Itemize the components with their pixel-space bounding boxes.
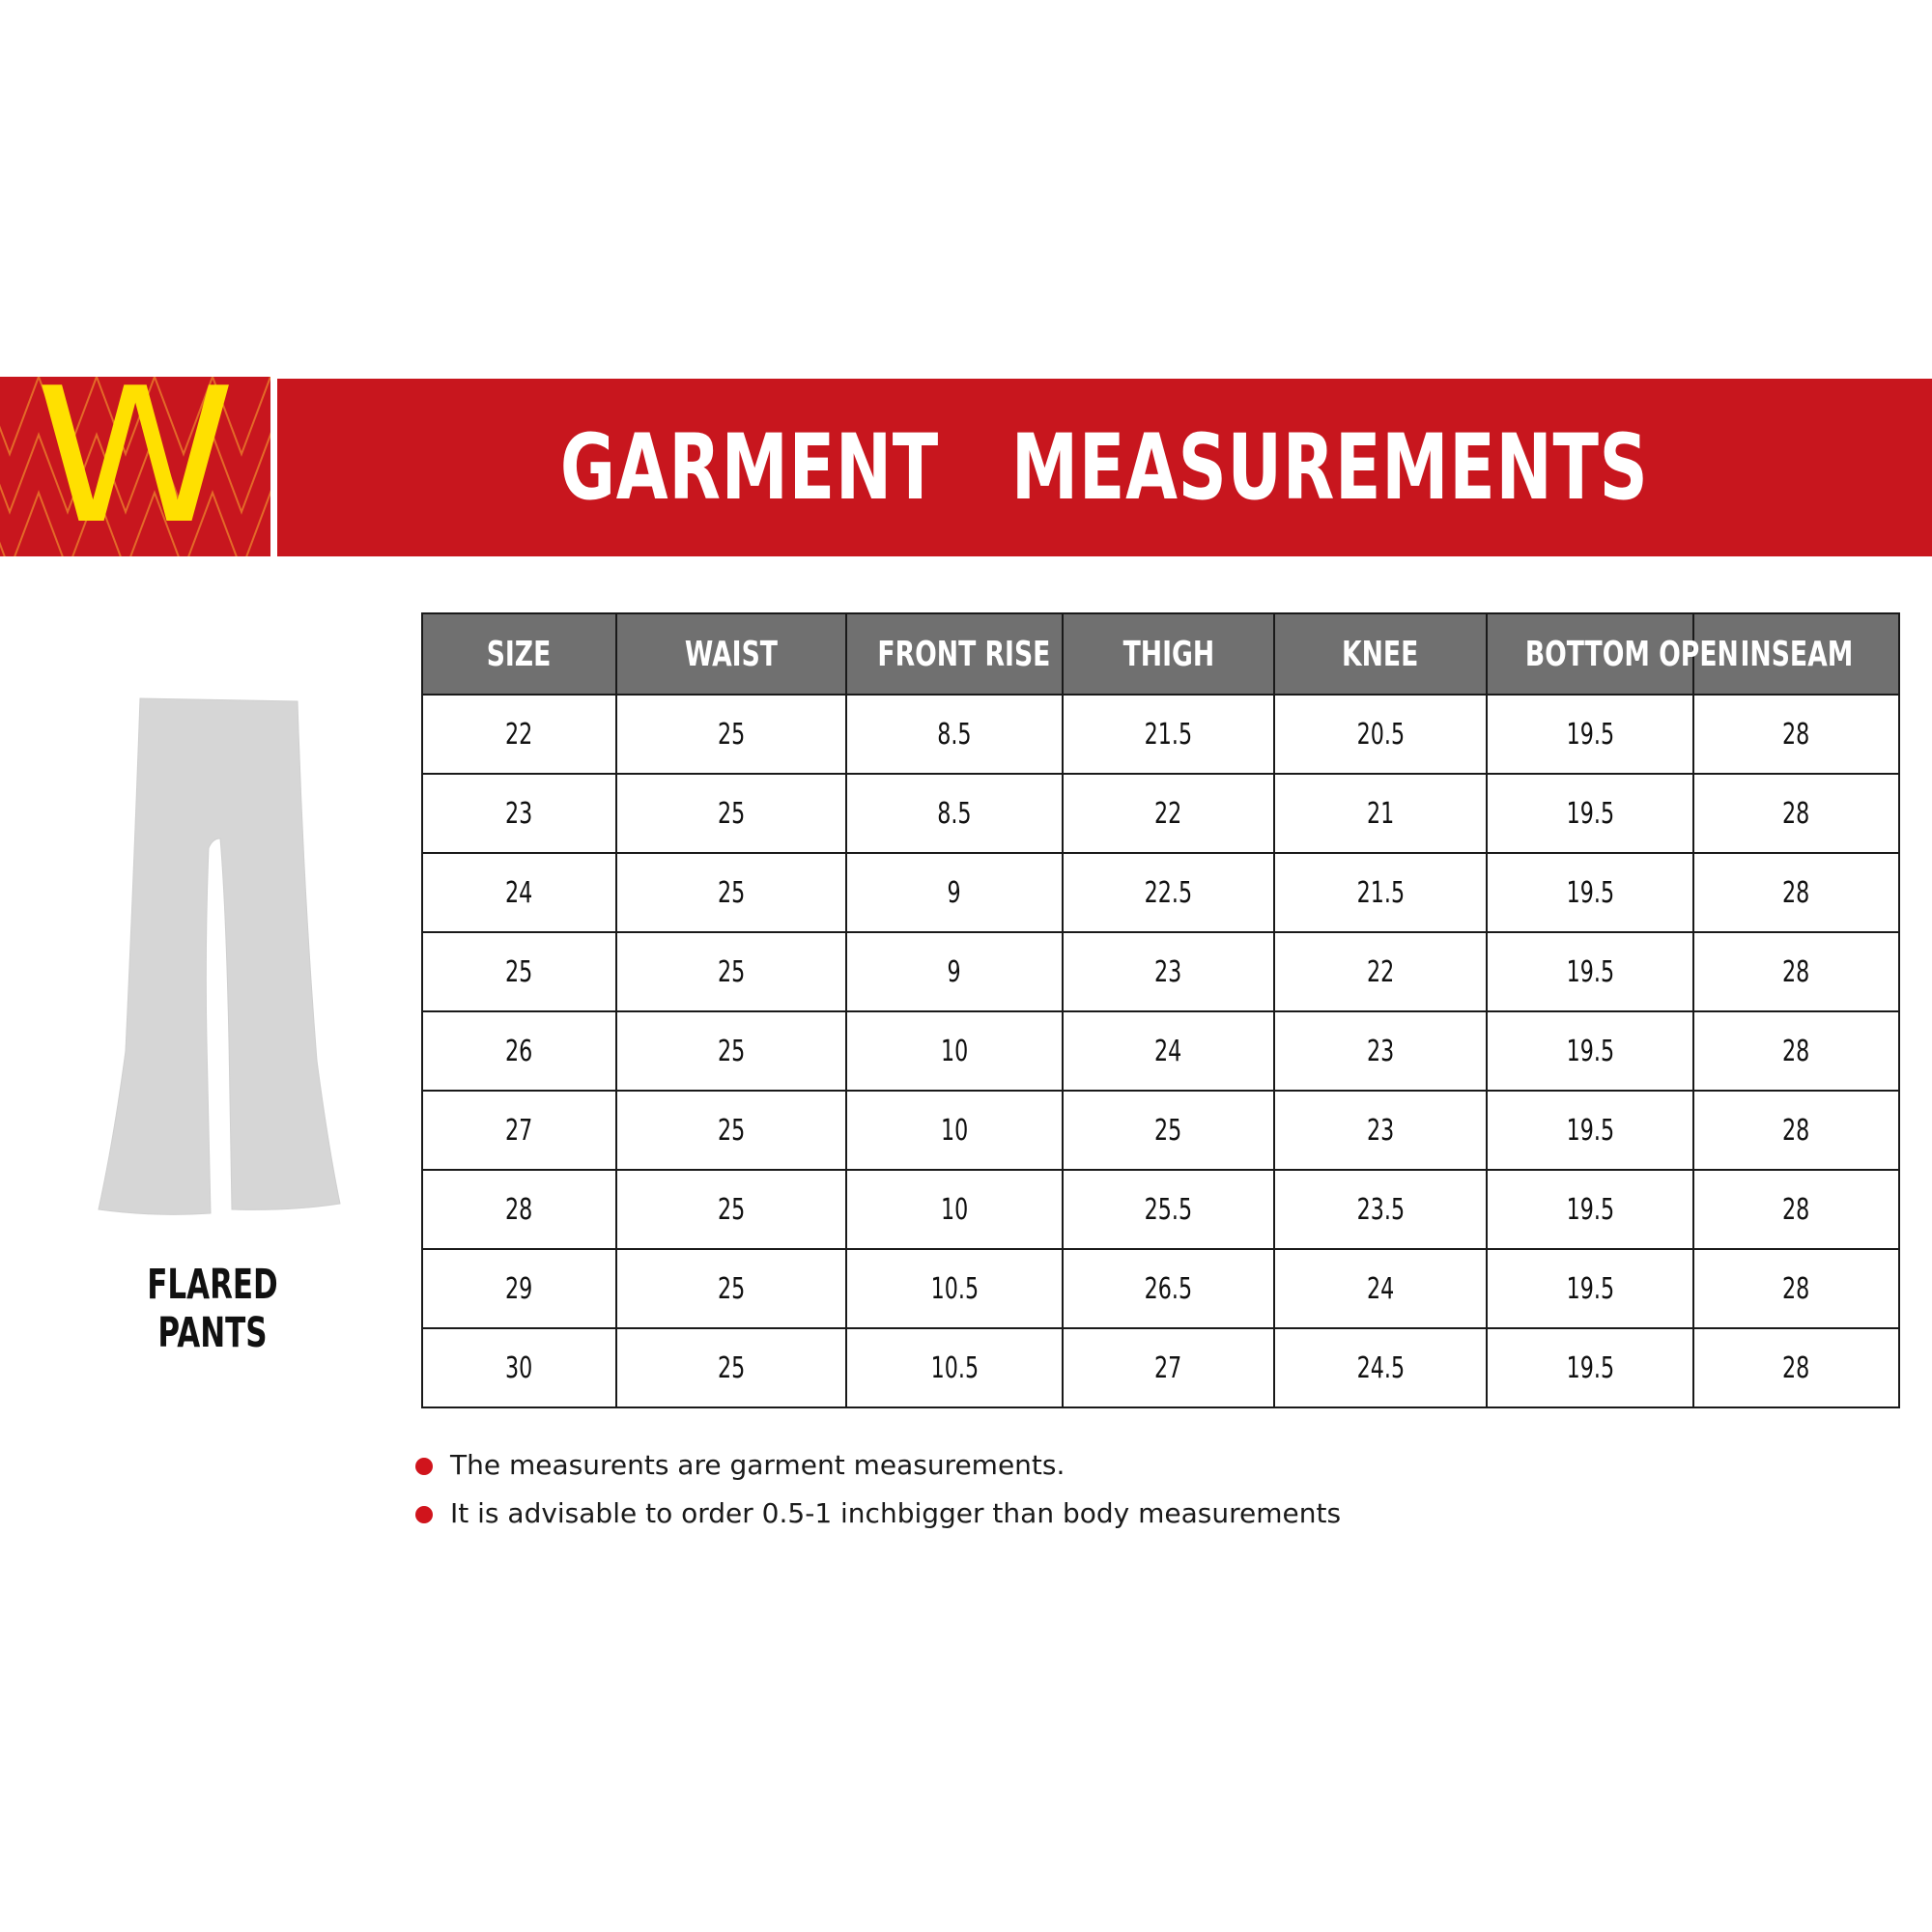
cell-size: 25	[422, 932, 616, 1011]
table-row	[422, 695, 1899, 774]
cell-knee: 23.5	[1274, 1170, 1487, 1249]
cell-inseam: 28	[1693, 853, 1899, 932]
cell-thigh: 23	[1063, 932, 1274, 1011]
cell-bottom-open: 19.5	[1487, 774, 1693, 853]
cell-knee: 22	[1274, 932, 1487, 1011]
cell-thigh: 22	[1063, 774, 1274, 853]
cell-size: 30	[422, 1328, 616, 1407]
cell-size: 22	[422, 695, 616, 774]
note-text: It is advisable to order 0.5-1 inchbigger than body measurements	[450, 1497, 1342, 1529]
cell-bottom-open: 19.5	[1487, 695, 1693, 774]
note-item	[415, 1446, 1341, 1494]
header-bottom-open: BOTTOM OPEN	[1487, 613, 1693, 695]
cell-thigh: 25	[1063, 1091, 1274, 1170]
cell-size: 29	[422, 1249, 616, 1328]
notes-list	[415, 1446, 1341, 1543]
bullet-dot-icon	[415, 1458, 433, 1475]
cell-front-rise: 10	[846, 1011, 1063, 1091]
flared-pants-icon	[97, 694, 348, 1220]
cell-front-rise: 10.5	[846, 1249, 1063, 1328]
cell-thigh: 27	[1063, 1328, 1274, 1407]
table-row	[422, 1328, 1899, 1407]
cell-thigh: 26.5	[1063, 1249, 1274, 1328]
cell-inseam: 28	[1693, 1328, 1899, 1407]
cell-thigh: 22.5	[1063, 853, 1274, 932]
cell-waist: 25	[616, 774, 846, 853]
cell-waist: 25	[616, 695, 846, 774]
cell-knee: 24.5	[1274, 1328, 1487, 1407]
header-front-rise: FRONT RISE	[846, 613, 1063, 695]
cell-front-rise: 9	[846, 932, 1063, 1011]
brand-letter: W	[35, 377, 236, 556]
cell-bottom-open: 19.5	[1487, 1249, 1693, 1328]
cell-front-rise: 9	[846, 853, 1063, 932]
cell-waist: 25	[616, 1249, 846, 1328]
cell-inseam: 28	[1693, 695, 1899, 774]
cell-knee: 23	[1274, 1091, 1487, 1170]
cell-waist: 25	[616, 853, 846, 932]
cell-size: 23	[422, 774, 616, 853]
w-logo-icon	[0, 377, 270, 556]
cell-waist: 25	[616, 1170, 846, 1249]
table-row	[422, 1249, 1899, 1328]
measurement-table	[421, 612, 1900, 1408]
header-knee: KNEE	[1274, 613, 1487, 695]
cell-bottom-open: 19.5	[1487, 1091, 1693, 1170]
product-label: FLARED PANTS	[147, 1261, 278, 1357]
cell-bottom-open: 19.5	[1487, 1011, 1693, 1091]
cell-inseam: 28	[1693, 1091, 1899, 1170]
cell-knee: 24	[1274, 1249, 1487, 1328]
cell-inseam: 28	[1693, 1170, 1899, 1249]
table-row	[422, 932, 1899, 1011]
cell-thigh: 24	[1063, 1011, 1274, 1091]
table-row	[422, 774, 1899, 853]
table-row	[422, 853, 1899, 932]
cell-waist: 25	[616, 932, 846, 1011]
table-header-row	[422, 613, 1899, 695]
bullet-dot-icon	[415, 1506, 433, 1523]
cell-inseam: 28	[1693, 932, 1899, 1011]
header-size: SIZE	[422, 613, 616, 695]
page-title: GARMENT MEASUREMENTS	[560, 414, 1649, 521]
cell-front-rise: 10.5	[846, 1328, 1063, 1407]
cell-front-rise: 10	[846, 1170, 1063, 1249]
cell-inseam: 28	[1693, 1011, 1899, 1091]
cell-size: 26	[422, 1011, 616, 1091]
cell-size: 24	[422, 853, 616, 932]
header-thigh: THIGH	[1063, 613, 1274, 695]
cell-front-rise: 8.5	[846, 695, 1063, 774]
cell-inseam: 28	[1693, 1249, 1899, 1328]
header-waist: WAIST	[616, 613, 846, 695]
table-row	[422, 1091, 1899, 1170]
cell-bottom-open: 19.5	[1487, 1328, 1693, 1407]
cell-size: 27	[422, 1091, 616, 1170]
cell-thigh: 25.5	[1063, 1170, 1274, 1249]
cell-bottom-open: 19.5	[1487, 932, 1693, 1011]
cell-thigh: 21.5	[1063, 695, 1274, 774]
cell-knee: 21	[1274, 774, 1487, 853]
cell-bottom-open: 19.5	[1487, 1170, 1693, 1249]
cell-waist: 25	[616, 1091, 846, 1170]
brand-logo	[0, 377, 270, 556]
cell-inseam: 28	[1693, 774, 1899, 853]
note-text: The measurents are garment measurements.	[450, 1449, 1065, 1481]
header-inseam: INSEAM	[1693, 613, 1899, 695]
cell-waist: 25	[616, 1328, 846, 1407]
page-title-banner	[277, 379, 1932, 556]
cell-front-rise: 10	[846, 1091, 1063, 1170]
cell-size: 28	[422, 1170, 616, 1249]
table-row	[422, 1011, 1899, 1091]
cell-front-rise: 8.5	[846, 774, 1063, 853]
cell-knee: 20.5	[1274, 695, 1487, 774]
table-row	[422, 1170, 1899, 1249]
cell-waist: 25	[616, 1011, 846, 1091]
cell-bottom-open: 19.5	[1487, 853, 1693, 932]
note-item	[415, 1494, 1341, 1543]
cell-knee: 23	[1274, 1011, 1487, 1091]
cell-knee: 21.5	[1274, 853, 1487, 932]
